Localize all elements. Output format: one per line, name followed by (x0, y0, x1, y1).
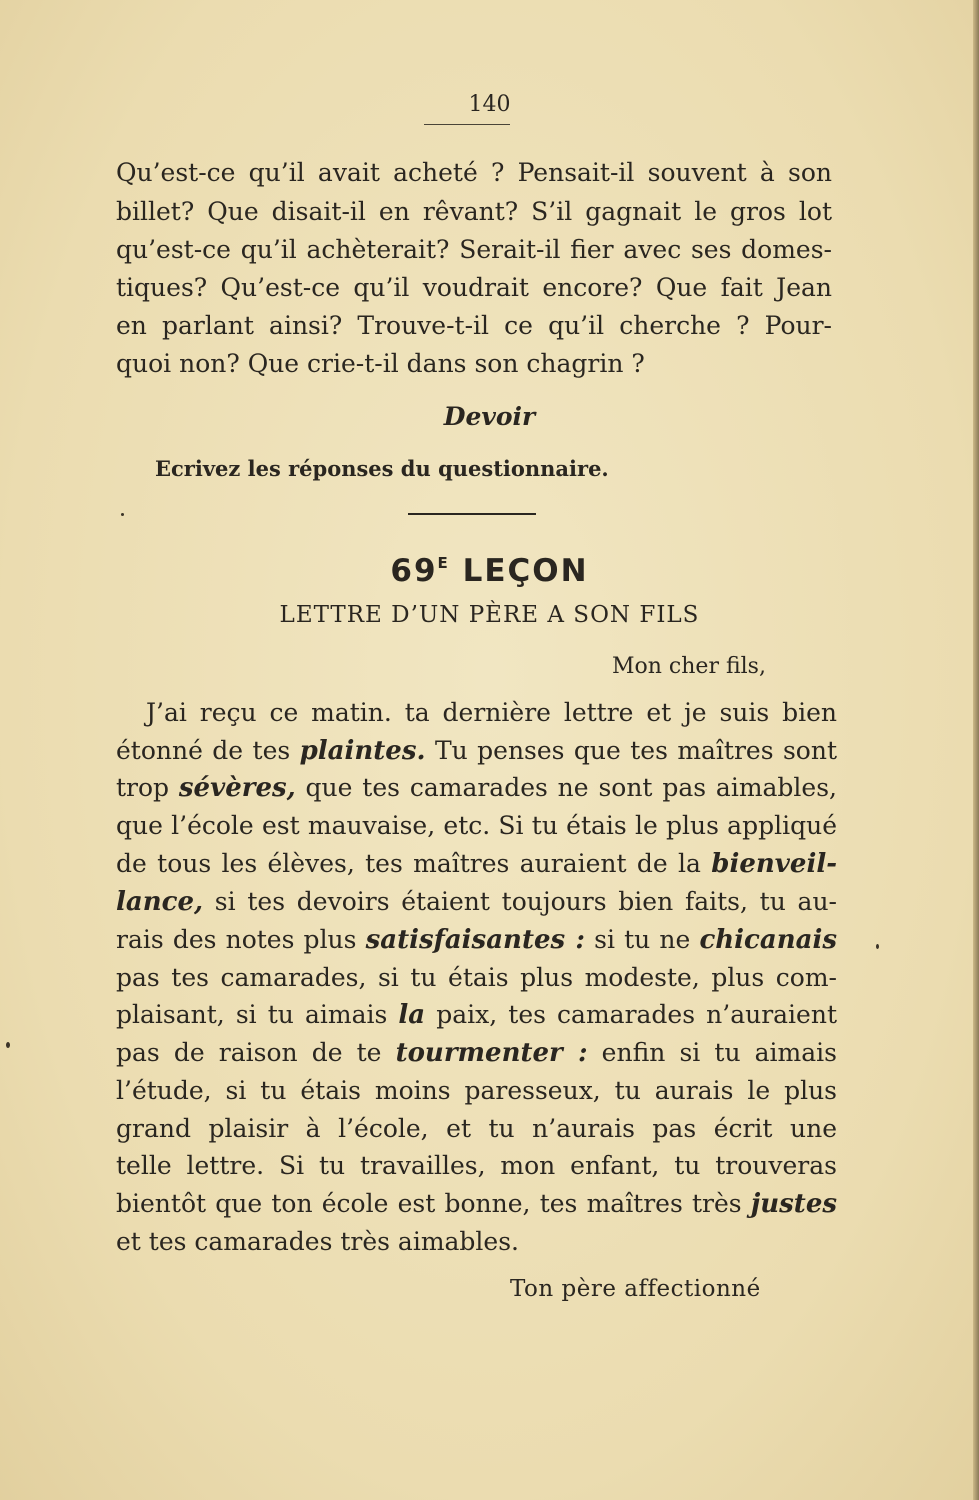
lesson-word: LEÇON (462, 553, 589, 589)
lesson-title (0, 553, 979, 589)
letter-text: que tes camarades ne sont pas aimables, (295, 773, 838, 802)
question-line: quoi non? Que crie-t-il dans son chagrin ? (116, 349, 645, 378)
letter-line (116, 773, 837, 803)
page-number-rule (424, 124, 510, 125)
letter-text: que l’école est mauvaise, etc. Si tu étais le plus appliqué (116, 811, 837, 840)
page-edge (973, 0, 979, 1500)
letter-line (116, 887, 837, 917)
letter-line (116, 1038, 837, 1068)
letter-line (116, 1000, 837, 1030)
letter-line (116, 1076, 837, 1106)
letter-text: l’étude, si tu étais moins paresseux, tu aurais le plus (116, 1076, 837, 1105)
letter-text: enfin si tu aimais (587, 1038, 837, 1067)
letter-text: Tu penses que tes maîtres sont (425, 736, 837, 765)
letter-text: paix, tes camarades n’auraient (425, 1000, 837, 1029)
letter-line (116, 849, 837, 879)
question-line: en parlant ainsi? Trouve-t-il ce qu’il cherche ? Pour- (116, 311, 832, 340)
emphasized-word: satisfaisantes : (365, 925, 585, 955)
question-line: tiques? Qu’est-ce qu’il voudrait encore? Que fait Jean (116, 273, 832, 302)
letter-text: J’ai reçu ce matin. ta dernière lettre et je suis bien (146, 698, 837, 727)
letter-text: rais des notes plus (116, 925, 366, 954)
letter-text: trop (116, 773, 179, 802)
emphasized-word: tourmenter : (395, 1038, 588, 1068)
print-speck (121, 513, 124, 516)
letter-text: si tes devoirs étaient toujours bien faits, tu au- (203, 887, 837, 916)
emphasized-word: plaintes. (299, 736, 426, 766)
letter-line (116, 963, 837, 993)
section-divider (408, 513, 536, 515)
letter-line (116, 1227, 837, 1257)
print-speck (876, 944, 879, 949)
lesson-number-suffix: E (437, 554, 450, 572)
letter-text: bientôt que ton école est bonne, tes maîtres très (116, 1189, 751, 1218)
emphasized-word: lance, (116, 887, 204, 917)
emphasized-word: sévères, (178, 773, 296, 803)
letter-text: et tes camarades très aimables. (116, 1227, 520, 1256)
question-line: qu’est-ce qu’il achèterait? Serait-il fier avec ses domes- (116, 235, 832, 264)
letter-signature: Ton père affectionné (510, 1276, 761, 1302)
question-line: Qu’est-ce qu’il avait acheté ? Pensait-il souvent à son (116, 158, 832, 187)
letter-line (116, 1151, 837, 1181)
letter-line (116, 1114, 837, 1144)
letter-text: pas tes camarades, si tu étais plus modeste, plus com- (116, 963, 837, 992)
letter-text: plaisant, si tu aimais (116, 1000, 399, 1029)
devoir-instruction: Ecrivez les réponses du questionnaire. (155, 456, 609, 481)
letter-text: si tu ne (584, 925, 700, 954)
emphasized-word: bienveil- (711, 849, 837, 879)
letter-line (116, 736, 837, 766)
print-speck (6, 1042, 10, 1048)
page-number: 140 (468, 92, 511, 117)
devoir-title: Devoir (443, 402, 536, 431)
letter-salutation: Mon cher fils, (612, 654, 766, 679)
letter-text: pas de raison de te (116, 1038, 396, 1067)
letter-text: telle lettre. Si tu travailles, mon enfant, tu trouveras (116, 1151, 837, 1180)
letter-heading: LETTRE D’UN PÈRE A SON FILS (279, 602, 700, 628)
letter-line (146, 698, 837, 728)
letter-text: grand plaisir à l’école, et tu n’aurais pas écrit une (116, 1114, 837, 1143)
letter-line (116, 1189, 837, 1219)
emphasized-word: la (398, 1000, 426, 1030)
letter-text: étonné de tes (116, 736, 300, 765)
lesson-number: 69 (390, 553, 438, 589)
question-line: billet? Que disait-il en rêvant? S’il gagnait le gros lot (116, 197, 832, 226)
letter-line (116, 925, 837, 955)
emphasized-word: justes (750, 1189, 837, 1219)
letter-line (116, 811, 837, 841)
letter-text: de tous les élèves, tes maîtres auraient de la (116, 849, 712, 878)
emphasized-word: chicanais (699, 925, 837, 955)
